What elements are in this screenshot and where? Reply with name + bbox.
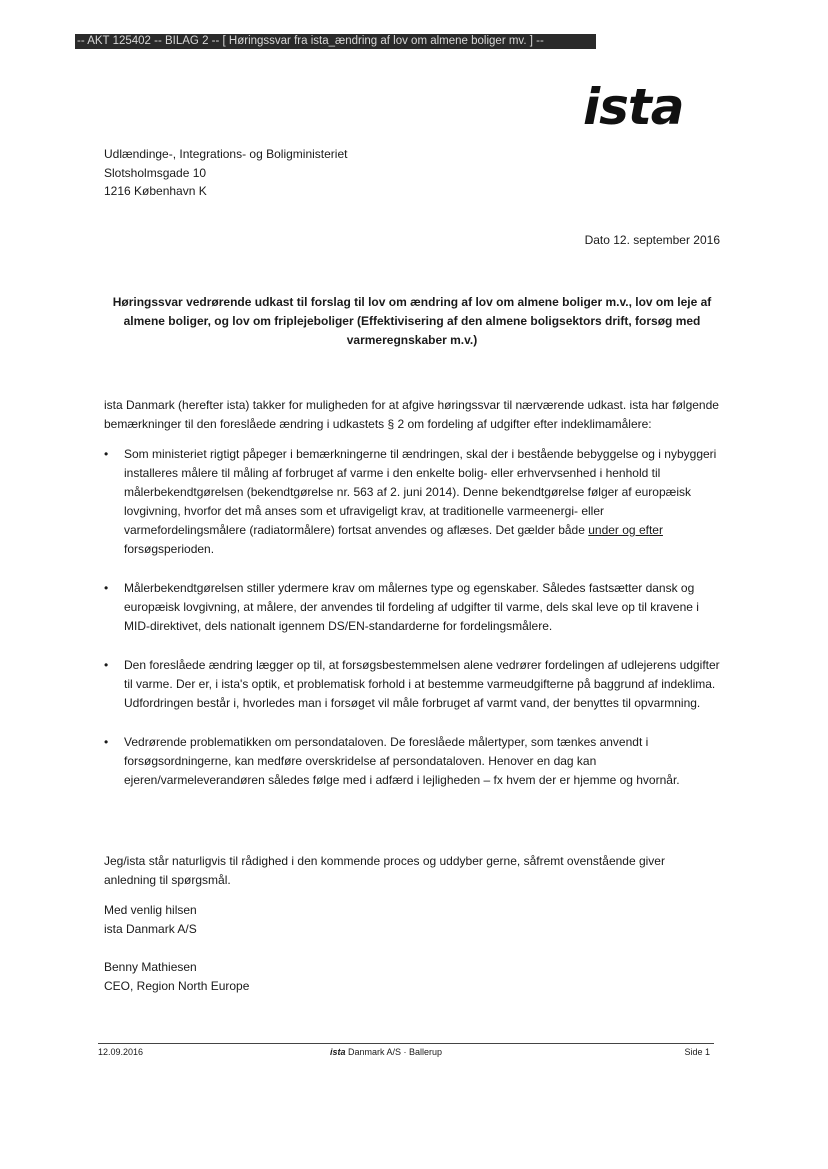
greeting-line: ista Danmark A/S (104, 921, 197, 936)
recipient-line: Slotsholmsgade 10 (104, 165, 207, 180)
archive-stamp: -- AKT 125402 -- BILAG 2 -- [ Høringssvar fra ista_ændring af lov om almene boliger mv. ] -- (75, 34, 596, 49)
bullet-list (104, 445, 720, 810)
bullet-text: Vedrørende problematikken om persondataloven. De foreslåede målertyper, som tænkes anvendt i forsøgsordningerne, kan medføre overskridelse af persondataloven. Henover en dag kan ejeren/varmeleverandøren således følge med i adfærd i lejligheden – fx hvem der er hjemme og hvornår. (124, 735, 680, 787)
footer-brand: ista (330, 1047, 346, 1057)
footer-divider (98, 1043, 714, 1044)
bullet-icon: • (104, 658, 109, 672)
footer-company-text: Danmark A/S · Ballerup (345, 1047, 443, 1057)
footer-page-number: Side 1 (684, 1047, 710, 1057)
footer-company (330, 1047, 442, 1057)
bullet-icon: • (104, 735, 109, 749)
underlined-text: under og efter (588, 523, 663, 537)
bullet-icon: • (104, 581, 109, 595)
list-item (104, 733, 720, 790)
intro-paragraph: ista Danmark (herefter ista) takker for muligheden for at afgive høringssvar til nærværende udkast. ista har følgende bemærkninger til den foreslåede ændring i udkastets § 2 om fordeling af udgifter efter indeklimamålere: (104, 398, 719, 431)
bullet-text-tail: forsøgsperioden. (124, 542, 215, 556)
footer-date: 12.09.2016 (98, 1047, 144, 1057)
greeting-line: Med venlig hilsen (104, 903, 197, 917)
bullet-text: Som ministeriet rigtigt påpeger i bemærkningerne til ændringen, skal der i bestående bebyggelse og i nybyggeri installeres målere til måling af forbruget af varme i den enkelte bolig- eller erhvervsenhed i henhold til målerbekendtgørelsen (bekendtgørelse nr. 563 af 2. juni 2014). Denne bekendtgørelse følger af europæisk lovgivning, hvorfor det må anses som et ufravigeligt krav, at traditionelle varmeenergi- eller varmefordelingsmålere (radiatormålere) fortsat anvendes og aflæses. Det gælder både (124, 447, 717, 537)
signer-name: Benny Mathiesen (104, 960, 197, 974)
recipient-address (104, 145, 347, 201)
bullet-text: Den foreslåede ændring lægger op til, at forsøgsbestemmelsen alene vedrører fordelingen af udlejerens udgifter til varme. Der er, i ista's optik, et problematisk forhold i at bestemme varmeudgifterne på baggrund af indeklima. Udfordringen består i, hvorledes man i forsøget vil måle forbruget af varmt vand, der benyttes til opvarmning. (124, 658, 720, 710)
recipient-line: 1216 København K (104, 184, 207, 198)
greeting (104, 901, 197, 938)
list-item (104, 445, 720, 559)
bullet-icon: • (104, 447, 109, 461)
list-item (104, 579, 720, 636)
signer-title: CEO, Region North Europe (104, 978, 250, 993)
bullet-text: Målerbekendtgørelsen stiller ydermere krav om målernes type og egenskaber. Således fastsætter dansk og europæisk lovgivning, at målere, der anvendes til fordeling af udgifter til varme, dels skal leve op til kravene i MID-direktivet, dels nationalt igennem DS/EN-standarderne for fordelingsmålere. (124, 581, 699, 633)
recipient-line: Udlændinge-, Integrations- og Boligministeriet (104, 147, 348, 161)
subject-heading: Høringssvar vedrørende udkast til forslag til lov om ændring af lov om almene boliger m.v., lov om leje af almene boliger, og lov om friplejeboliger (Effektivisering af den almene boligsektors drift, forsøg med varmeregnskaber m.v.) (112, 295, 712, 347)
closing-paragraph: Jeg/ista står naturligvis til rådighed i den kommende proces og uddyber gerne, såfremt ovenstående giver anledning til spørgsmål. (104, 854, 665, 887)
letter-date: Dato 12. september 2016 (584, 233, 720, 247)
ista-logo: ista (583, 78, 684, 136)
signature (104, 958, 249, 995)
list-item (104, 656, 720, 713)
